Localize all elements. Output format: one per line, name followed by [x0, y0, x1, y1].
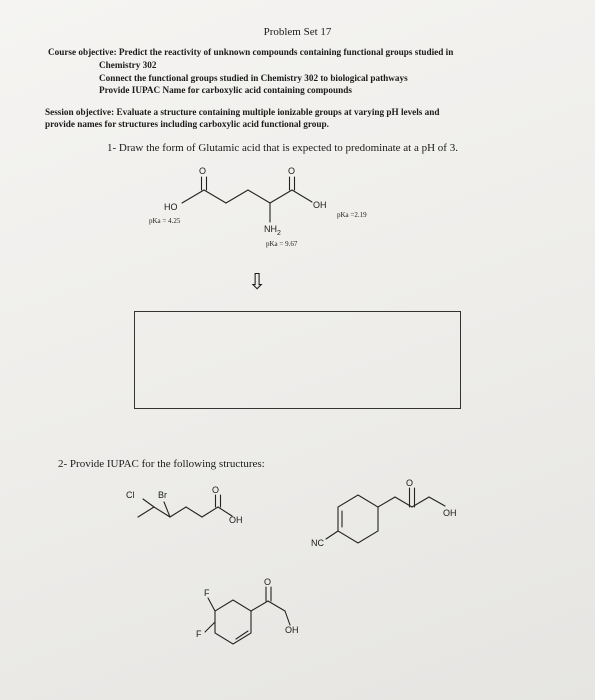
struct-b-hydroxyl: OH — [443, 508, 457, 518]
structure-c — [205, 587, 290, 644]
struct-c-oxygen: O — [264, 577, 272, 587]
struct-a-hydroxyl: OH — [229, 515, 243, 525]
pka-label-left: pKa = 4.25 — [149, 217, 181, 225]
pka-label-amine: pKa = 9.67 — [266, 240, 298, 248]
question-1: 1- Draw the form of Glutamic acid that is expected to predominate at a pH of 3. — [107, 142, 458, 154]
course-objective-line1: Course objective: Predict the reactivity of unknown compounds containing functional groups studied in — [48, 47, 454, 57]
glu-hydroxyl-right: OH — [313, 200, 327, 210]
structure-a — [138, 495, 232, 517]
struct-a-bromine: Br — [158, 490, 167, 500]
struct-c-hydroxyl: OH — [285, 625, 299, 635]
glu-oxygen-right: O — [288, 166, 296, 176]
struct-a-chlorine: Cl — [126, 490, 135, 500]
down-arrow-icon: ⇩ — [248, 270, 267, 295]
structure-b — [326, 488, 445, 543]
struct-b-nitrile: NC — [311, 538, 324, 548]
session-objective-line2: provide names for structures including carboxylic acid functional group. — [45, 119, 329, 129]
glu-hydroxyl-left: HO — [164, 202, 178, 212]
struct-a-oxygen: O — [212, 485, 220, 495]
session-objective-line1: Session objective: Evaluate a structure containing multiple ionizable groups at varying pH levels and — [45, 107, 440, 117]
struct-c-fluorine-1: F — [204, 588, 210, 598]
course-objective-line2: Chemistry 302 — [99, 60, 157, 70]
question-2: 2- Provide IUPAC for the following structures: — [58, 458, 265, 470]
glu-oxygen-left: O — [199, 166, 207, 176]
glu-amine: $NH_2$ — [264, 224, 281, 237]
page-title: Problem Set 17 — [263, 26, 332, 38]
pka-label-right: pKa =2.19 — [337, 211, 367, 219]
struct-c-fluorine-2: F — [196, 629, 202, 639]
struct-b-oxygen: O — [406, 478, 414, 488]
course-objective-line3: Connect the functional groups studied in Chemistry 302 to biological pathways — [99, 73, 408, 83]
course-objective-line4: Provide IUPAC Name for carboxylic acid containing compounds — [99, 85, 352, 95]
